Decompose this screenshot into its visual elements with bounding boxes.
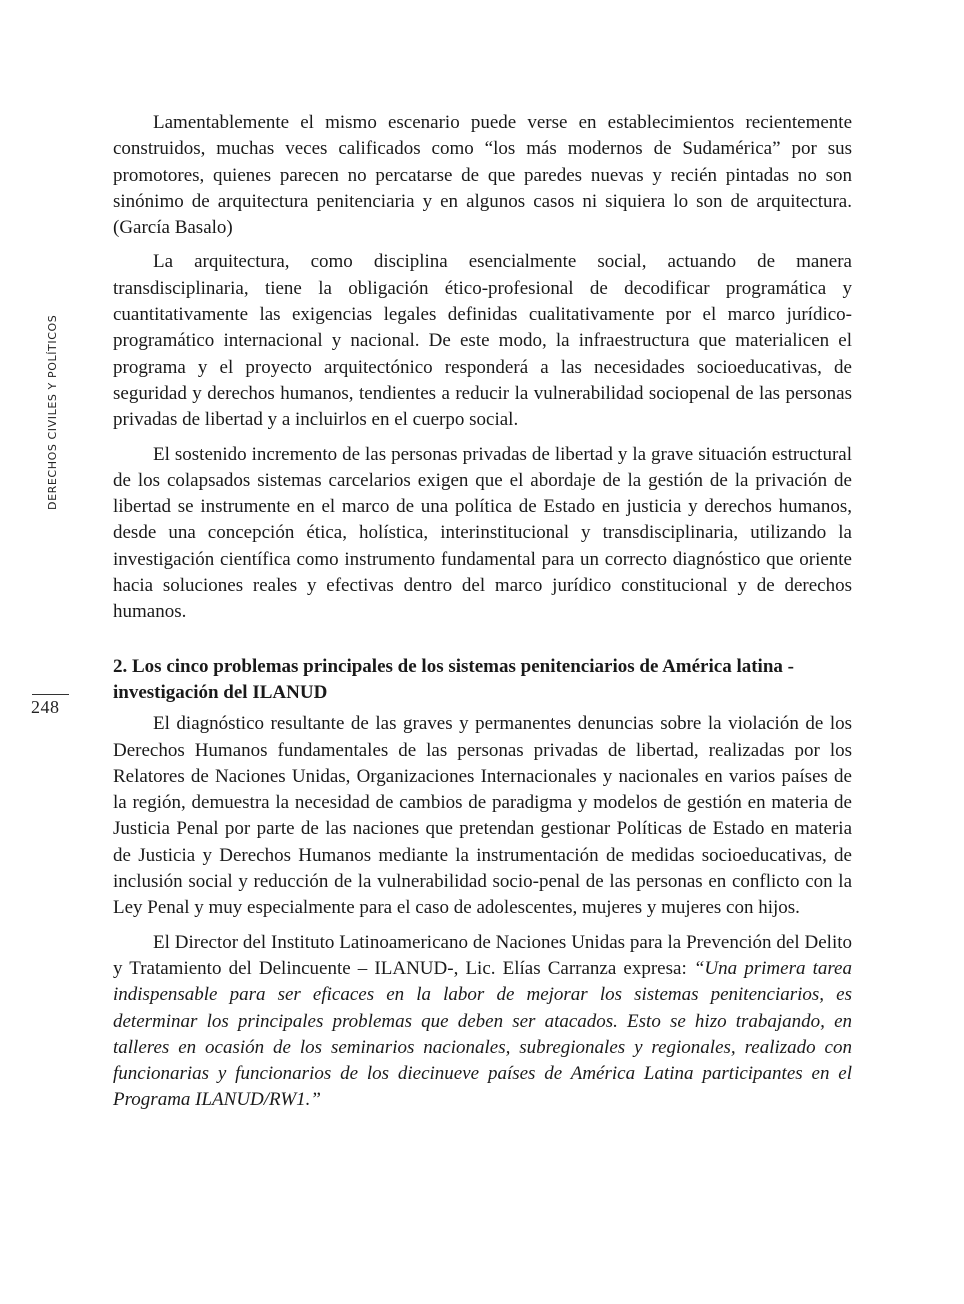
body-text — [113, 110, 852, 1122]
paragraph: El diagnóstico resultante de las graves y permanentes denuncias sobre la violación de los Derechos Humanos fundamentales de las personas privadas de libertad, realizadas por los Relatores de Naciones Unidas, Organizaciones Internacionales y nacionales en varios países de la región, demuestra la necesidad de cambios de paradigma y modelos de gestión en materia de Justicia Penal por parte de las naciones que pretendan gestionar Políticas de Estado en materia de Justicia y Derechos Humanos mediante la instrumentación de medidas socioeducativas, de inclusión social y reducción de la vulnerabilidad socio-penal de las personas en conflicto con la Ley Penal y muy especialmente para el caso de adolescentes, mujeres y mujeres con hijos. — [113, 713, 852, 919]
paragraph: Lamentablemente el mismo escenario puede verse en establecimientos recientemente construidos, muchas veces calificados como “los más modernos de Sudamérica” por sus promotores, quienes parecen no percatarse de que paredes nuevas y recién pintadas no son sinónimo de arquitectura penitenciaria y en algunos casos ni siquiera lo son de arquitectura. (García Basalo) — [113, 112, 852, 239]
paragraph-with-quote — [113, 930, 852, 1114]
page-number-rule — [32, 694, 69, 695]
quote-intro: El Director del Instituto Latinoamericano de Naciones Unidas para la Prevención del Delito y Tratamiento del Delincuente – ILANUD-, Lic. Elías Carranza expresa: — [113, 931, 852, 979]
running-header: DERECHOS CIVILES Y POLÍTICOS — [46, 314, 59, 510]
italic-quote: “Una primera tarea indispensable para ser eficaces en la labor de mejorar los sistemas penitenciarios, es determinar los principales problemas que deben ser atacados. Esto se hizo trabajando, en talleres en ocasión de los seminarios nacionales, subregionales y regionales, realizado con funcionarias y funcionarios de los diecinueve países de América Latina participantes en el Programa ILANUD/RW1.” — [113, 957, 852, 1111]
paragraph: La arquitectura, como disciplina esencialmente social, actuando de manera transdisciplinaria, tiene la obligación ético-profesional de decodificar programática y cuantitativamente las exigencias legales definidas cualitativamente por el marco jurídico-programático internacional y nacional. De este modo, la infraestructura que materialicen el programa y el proyecto arquitectónico responderá a las necesidades socioeducativas, de seguridad y derechos humanos, tendientes a reducir la vulnerabilidad sociopenal de las personas privadas de libertad y a incluirlos en el cuerpo social. — [113, 251, 852, 431]
paragraph: El sostenido incremento de las personas privadas de libertad y la grave situación estructural de los colapsados sistemas carcelarios exigen que el abordaje de la gestión de la privación de libertad se instrumente en el marco de una política de Estado en justicia y derechos humanos, desde una concepción ética, holística, interinstitucional y transdisciplinaria, utilizando la investigación científica como instrumento fundamental para un correcto diagnóstico que oriente hacia soluciones reales y efectivas dentro del marco jurídico constitucional y de derechos humanos. — [113, 443, 852, 623]
page-number: 248 — [31, 697, 60, 717]
section-heading: 2. Los cinco problemas principales de los sistemas penitenciarios de América latina - investigación del ILANUD — [113, 655, 794, 703]
